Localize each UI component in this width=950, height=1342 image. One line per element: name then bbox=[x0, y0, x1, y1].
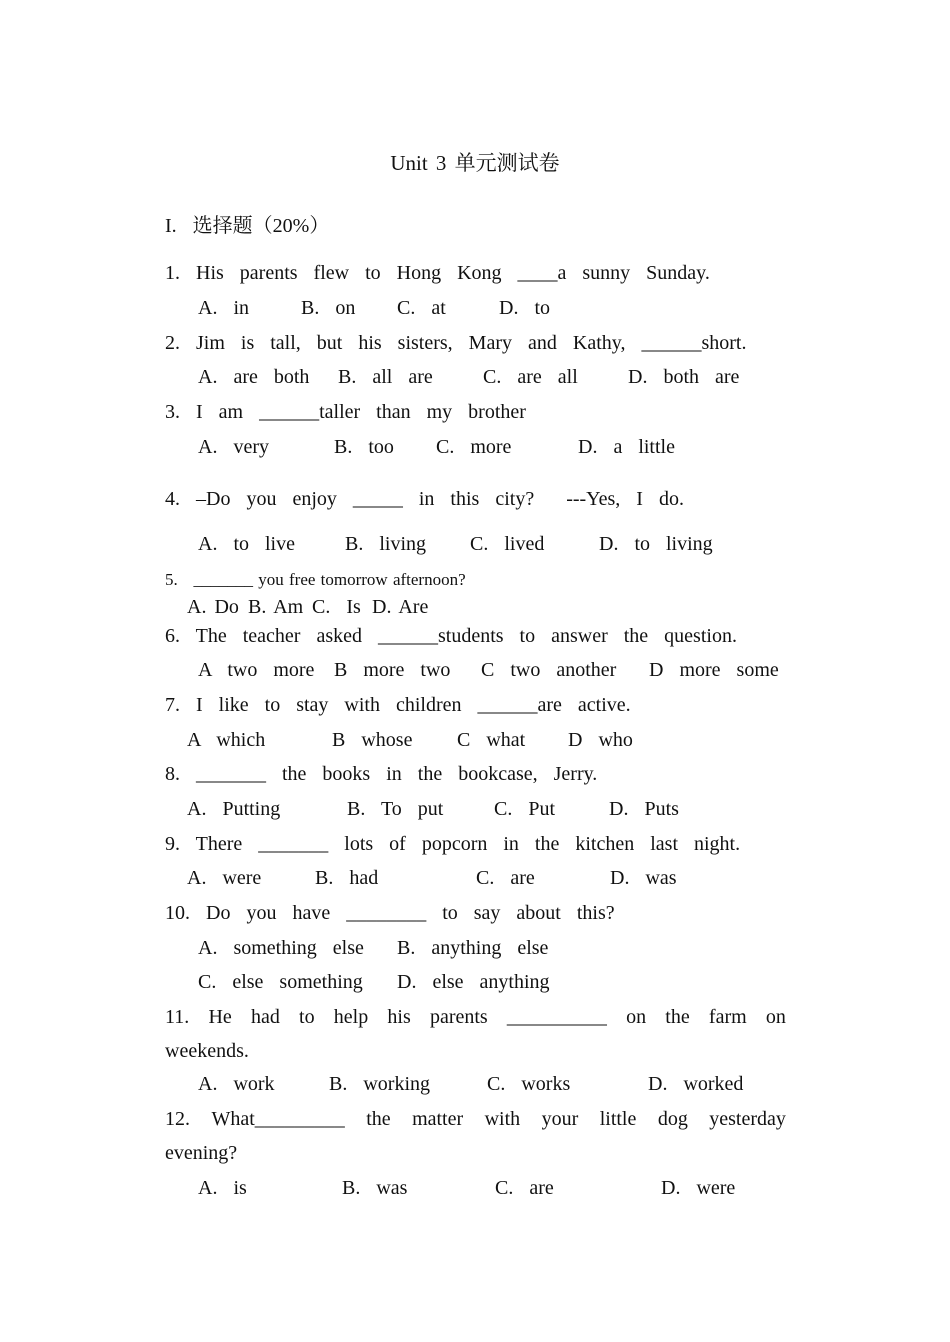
option-1d: D. to bbox=[499, 297, 550, 319]
option-10b: B. anything else bbox=[397, 937, 549, 959]
option-9c: C. are bbox=[476, 867, 535, 889]
stem-word: on bbox=[765, 1006, 786, 1028]
option-1b: B. on bbox=[301, 297, 356, 319]
stem-word: the bbox=[665, 1006, 690, 1028]
option-7b: B whose bbox=[332, 729, 413, 751]
option-3b: B. too bbox=[334, 436, 394, 458]
question-stem-11 bbox=[165, 1005, 786, 1029]
option-2d: D. both are bbox=[628, 366, 740, 388]
stem-word: matter bbox=[412, 1108, 464, 1130]
stem-word: parents bbox=[429, 1006, 488, 1028]
option-10a: A. something else bbox=[198, 937, 364, 959]
option-7a: A which bbox=[187, 729, 266, 751]
option-11b: B. working bbox=[329, 1073, 430, 1095]
option-3d: D. a little bbox=[578, 436, 675, 458]
option-8a: A. Putting bbox=[187, 798, 281, 820]
stem-word: the bbox=[366, 1108, 391, 1130]
option-11d: D. worked bbox=[648, 1073, 744, 1095]
option-7d: D who bbox=[568, 729, 633, 751]
option-10d: D. else anything bbox=[397, 971, 550, 993]
question-stem-1: 1. His parents flew to Hong Kong ____a sunny Sunday. bbox=[165, 262, 710, 284]
option-2b: B. all are bbox=[338, 366, 433, 388]
option-9d: D. was bbox=[610, 867, 677, 889]
question-stem-11-continuation: weekends. bbox=[165, 1040, 249, 1062]
question-stem-3: 3. I am ______taller than my brother bbox=[165, 401, 526, 423]
question-stem-12-continuation: evening? bbox=[165, 1142, 238, 1164]
stem-word: with bbox=[484, 1108, 521, 1130]
option-12d: D. were bbox=[661, 1177, 736, 1199]
option-6c: C two another bbox=[481, 659, 617, 681]
stem-word: What_________ bbox=[211, 1108, 345, 1130]
option-2c: C. are all bbox=[483, 366, 578, 388]
stem-word: had bbox=[250, 1006, 280, 1028]
option-5b: B. Am bbox=[248, 596, 304, 618]
option-12a: A. is bbox=[198, 1177, 247, 1199]
stem-word: yesterday bbox=[709, 1108, 786, 1130]
stem-word: on bbox=[626, 1006, 647, 1028]
question-stem-7: 7. I like to stay with children ______are active. bbox=[165, 694, 631, 716]
stem-word: 12. bbox=[165, 1108, 190, 1130]
option-8d: D. Puts bbox=[609, 798, 679, 820]
option-6d: D more some bbox=[649, 659, 779, 681]
stem-word: farm bbox=[708, 1006, 747, 1028]
option-4a: A. to live bbox=[198, 533, 295, 555]
question-stem-2: 2. Jim is tall, but his sisters, Mary and Kathy, ______short. bbox=[165, 332, 747, 354]
option-12b: B. was bbox=[342, 1177, 408, 1199]
option-12c: C. are bbox=[495, 1177, 554, 1199]
option-6b: B more two bbox=[334, 659, 451, 681]
option-4b: B. living bbox=[345, 533, 427, 555]
question-stem-10: 10. Do you have ________ to say about this? bbox=[165, 902, 615, 924]
question-stem-4: 4. –Do you enjoy _____ in this city? ---Yes, I do. bbox=[165, 488, 684, 510]
question-stem-12 bbox=[165, 1107, 786, 1131]
stem-word: 11. bbox=[165, 1006, 190, 1028]
option-5a: A. Do bbox=[187, 596, 239, 618]
stem-word: He bbox=[208, 1006, 232, 1028]
option-7c: C what bbox=[457, 729, 526, 751]
option-10c: C. else something bbox=[198, 971, 363, 993]
question-stem-5: 5. _______ you free tomorrow afternoon? bbox=[165, 570, 466, 589]
option-6a: A two more bbox=[198, 659, 315, 681]
option-3a: A. very bbox=[198, 436, 269, 458]
question-stem-6: 6. The teacher asked ______students to answer the question. bbox=[165, 625, 737, 647]
option-5c: C. Is bbox=[312, 596, 361, 618]
stem-word: to bbox=[299, 1006, 315, 1028]
option-1c: C. at bbox=[397, 297, 446, 319]
option-11a: A. work bbox=[198, 1073, 275, 1095]
option-8b: B. To put bbox=[347, 798, 444, 820]
question-stem-9: 9. There _______ lots of popcorn in the kitchen last night. bbox=[165, 833, 741, 855]
option-11c: C. works bbox=[487, 1073, 571, 1095]
stem-word: little bbox=[599, 1108, 637, 1130]
page-title: Unit 3 单元测试卷 bbox=[390, 151, 560, 175]
section-heading: I. 选择题（20%） bbox=[165, 215, 330, 237]
option-5d: D. Are bbox=[372, 596, 429, 618]
stem-blank: __________ bbox=[506, 1006, 607, 1028]
option-4c: C. lived bbox=[470, 533, 545, 555]
option-1a: A. in bbox=[198, 297, 249, 319]
option-4d: D. to living bbox=[599, 533, 713, 555]
stem-word: his bbox=[387, 1006, 411, 1028]
option-3c: C. more bbox=[436, 436, 512, 458]
question-stem-8: 8. _______ the books in the bookcase, Jerry. bbox=[165, 763, 598, 785]
option-8c: C. Put bbox=[494, 798, 556, 820]
stem-word: your bbox=[541, 1108, 579, 1130]
option-2a: A. are both bbox=[198, 366, 310, 388]
stem-word: dog bbox=[657, 1108, 688, 1130]
stem-word: help bbox=[333, 1006, 369, 1028]
option-9a: A. were bbox=[187, 867, 262, 889]
option-9b: B. had bbox=[315, 867, 379, 889]
